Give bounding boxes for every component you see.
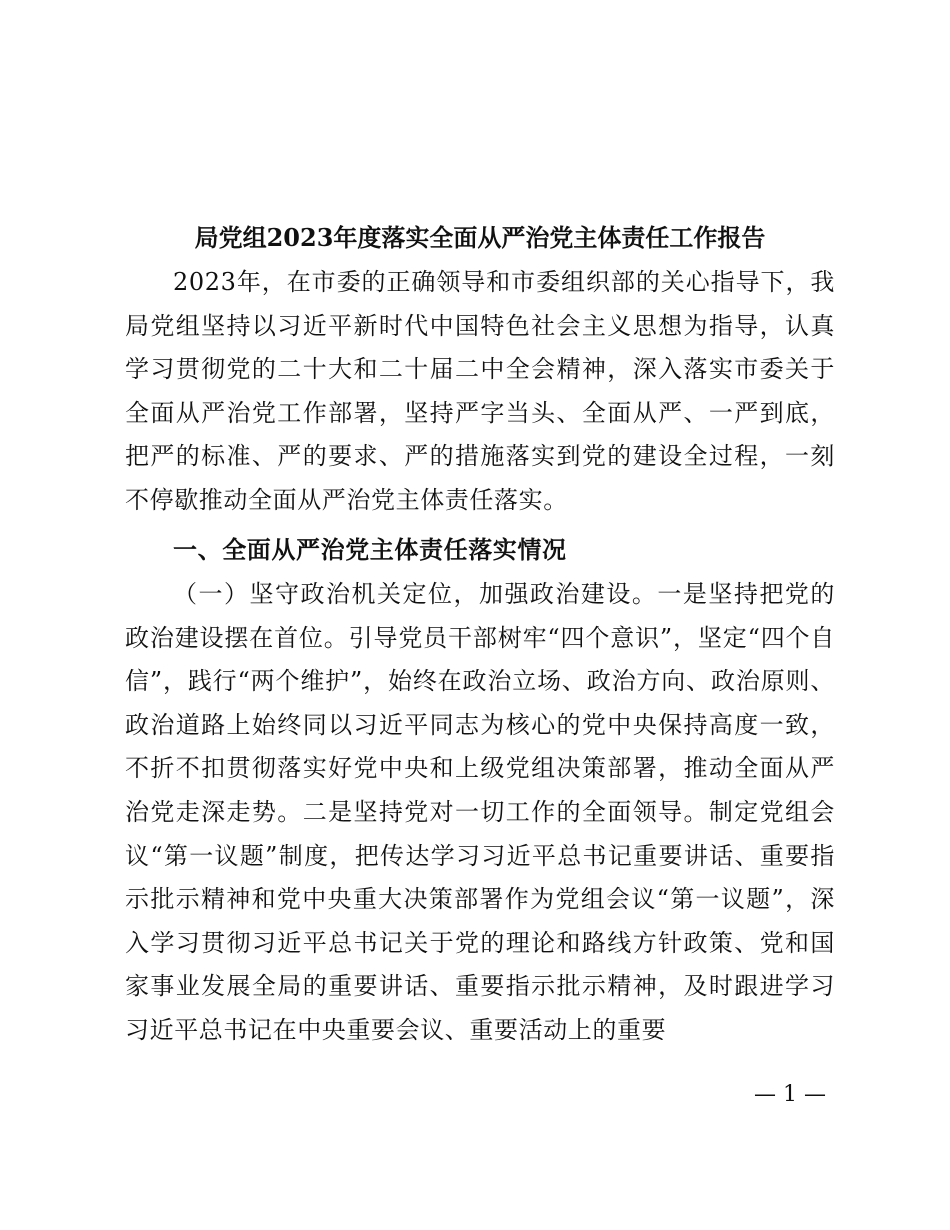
page-number: — 1 —: [754, 1082, 826, 1107]
section-heading: 一、全面从严治党主体责任落实情况: [173, 536, 567, 564]
section-paragraph: （一）坚守政治机关定位，加强政治建设。一是坚持把党的政治建设摆在首位。引导党员干部树牢“四个意识”，坚定“四个自信”，践行“两个维护”，始终在政治立场、政治方向、政治原则、政治道路上始终同以习近平同志为核心的党中央保持高度一致，不折不扣贯彻落实好党中央和上级党组决策部署，推动全面从严治党走深走势。二是坚持党对一切工作的全面领导。制定党组会议“第一议题”制度，把传达学习习近平总书记重要讲话、重要指示批示精神和党中央重大决策部署作为党组会议“第一议题”，深入学习贯彻习近平总书记关于党的理论和路线方针政策、党和国家事业发展全局的重要讲话、重要指示批示精神，及时跟进学习习近平总书记在中央重要会议、重要活动上的重要: [125, 580, 835, 1044]
intro-paragraph: 2023年，在市委的正确领导和市委组织部的关心指导下，我局党组坚持以习近平新时代中国特色社会主义思想为指导，认真学习贯彻党的二十大和二十届二中全会精神，深入落实市委关于全面从严治党工作部署，坚持严字当头、全面从严、一严到底，把严的标准、严的要求、严的措施落实到党的建设全过程，一刻不停歇推动全面从严治党主体责任落实。: [125, 268, 835, 514]
document-title: 局党组2023年度落实全面从严治党主体责任工作报告: [194, 223, 766, 252]
